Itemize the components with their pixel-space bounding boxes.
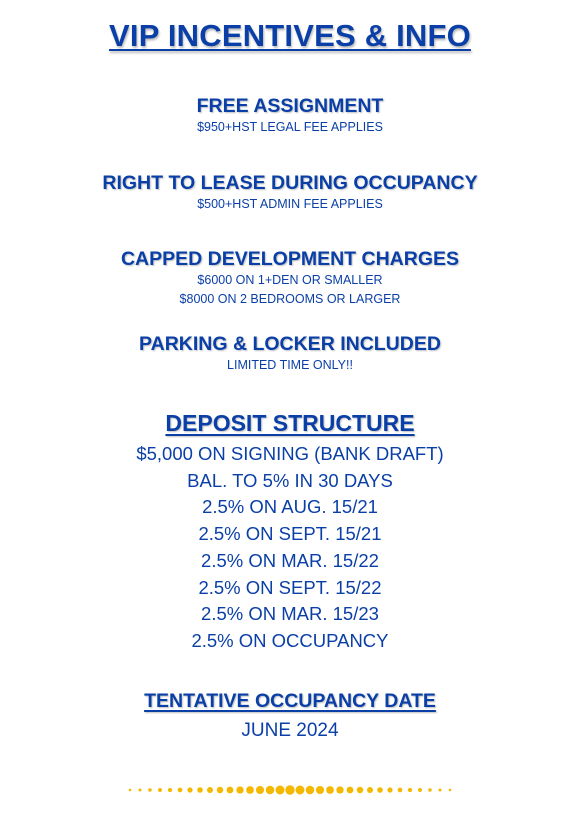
deposit-line: 2.5% ON MAR. 15/22 bbox=[201, 549, 379, 571]
divider-dot bbox=[428, 788, 431, 791]
divider-dot bbox=[178, 788, 183, 793]
divider-dot bbox=[148, 788, 151, 791]
divider-dot bbox=[246, 786, 254, 794]
divider-dot bbox=[236, 786, 243, 793]
divider-dot bbox=[158, 788, 162, 792]
deposit-heading: DEPOSIT STRUCTURE bbox=[165, 410, 415, 436]
divider-dot bbox=[347, 787, 354, 794]
divider-dot bbox=[276, 786, 285, 795]
divider-dot bbox=[168, 788, 172, 792]
divider-dot bbox=[266, 786, 275, 795]
occupancy-section bbox=[0, 689, 580, 745]
page-title: VIP INCENTIVES & INFO bbox=[109, 18, 471, 53]
divider-dot bbox=[285, 785, 294, 794]
divider-dot bbox=[418, 788, 422, 792]
decorative-dot-divider bbox=[0, 780, 580, 800]
incentive-parking-locker bbox=[0, 332, 580, 375]
incentive-note: $6000 ON 1+DEN OR SMALLER bbox=[197, 273, 383, 287]
divider-dot bbox=[367, 787, 373, 793]
deposit-line: 2.5% ON AUG. 15/21 bbox=[202, 496, 378, 518]
divider-dot bbox=[197, 787, 203, 793]
occupancy-heading: TENTATIVE OCCUPANCY DATE bbox=[144, 690, 436, 712]
occupancy-date: JUNE 2024 bbox=[241, 720, 339, 741]
deposit-line: $5,000 ON SIGNING (BANK DRAFT) bbox=[136, 443, 444, 464]
divider-dot bbox=[316, 786, 324, 794]
incentive-note: $500+HST ADMIN FEE APPLIES bbox=[197, 197, 383, 211]
incentive-heading: PARKING & LOCKER INCLUDED bbox=[139, 333, 441, 355]
deposit-line: 2.5% ON SEPT. 15/21 bbox=[198, 523, 382, 545]
deposit-line: 2.5% ON SEPT. 15/22 bbox=[198, 576, 382, 598]
incentive-note: $950+HST LEGAL FEE APPLIES bbox=[197, 120, 383, 134]
divider-dot bbox=[296, 786, 305, 795]
incentive-heading: RIGHT TO LEASE DURING OCCUPANCY bbox=[102, 172, 478, 194]
divider-dot bbox=[336, 786, 343, 793]
divider-dot bbox=[326, 786, 334, 794]
deposit-line: BAL. TO 5% IN 30 DAYS bbox=[187, 469, 393, 491]
divider-dot bbox=[187, 787, 192, 792]
divider-dot bbox=[217, 787, 223, 793]
deposit-list bbox=[0, 441, 580, 655]
divider-dot bbox=[398, 788, 403, 793]
divider-dot bbox=[387, 787, 392, 792]
divider-dot bbox=[129, 789, 132, 792]
deposit-line: 2.5% ON MAR. 15/23 bbox=[201, 603, 379, 625]
incentive-note: LIMITED TIME ONLY!! bbox=[227, 358, 353, 372]
divider-dot bbox=[377, 787, 383, 793]
divider-dot bbox=[207, 787, 213, 793]
deposit-line: 2.5% ON OCCUPANCY bbox=[191, 629, 389, 651]
divider-dot bbox=[306, 786, 315, 795]
incentive-free-assignment bbox=[0, 94, 580, 137]
divider-dot bbox=[438, 788, 441, 791]
divider-dot bbox=[138, 788, 141, 791]
incentive-right-to-lease bbox=[0, 171, 580, 214]
incentive-heading: FREE ASSIGNMENT bbox=[196, 95, 384, 117]
deposit-structure bbox=[0, 409, 580, 655]
divider-dot bbox=[408, 788, 412, 792]
divider-dot bbox=[227, 787, 234, 794]
divider-dot bbox=[256, 786, 264, 794]
divider-dot bbox=[357, 787, 363, 793]
incentive-capped-charges bbox=[0, 247, 580, 309]
divider-dot bbox=[449, 789, 452, 792]
incentive-heading: CAPPED DEVELOPMENT CHARGES bbox=[120, 248, 460, 270]
incentive-note: $8000 ON 2 BEDROOMS OR LARGER bbox=[179, 292, 401, 306]
